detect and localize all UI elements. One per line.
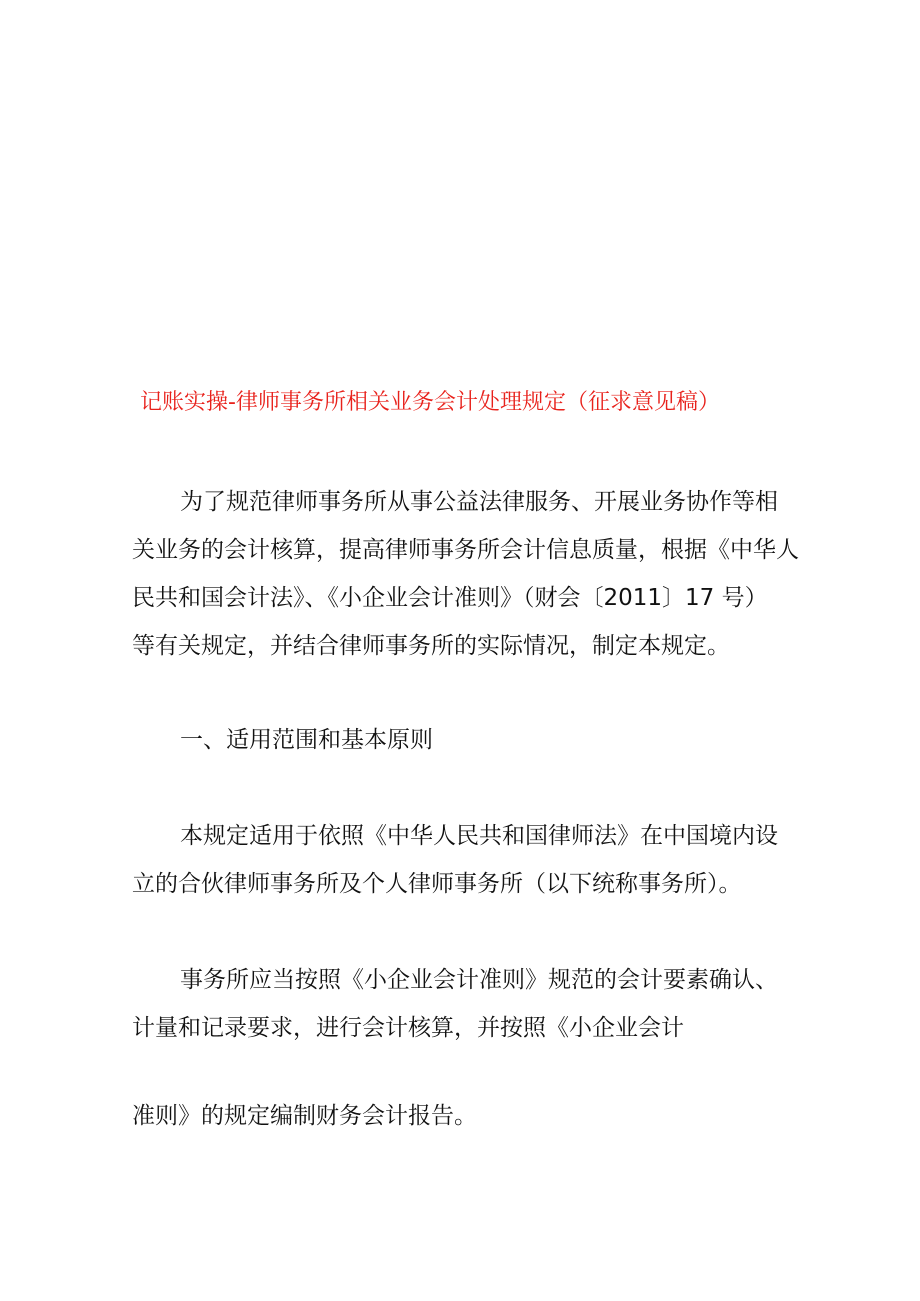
intro-line: 关业务的会计核算，提高律师事务所会计信息质量，根据《中华人	[132, 537, 799, 563]
intro-line: 等有关规定，并结合律师事务所的实际情况，制定本规定。	[132, 633, 730, 659]
basis-line: 事务所应当按照《小企业会计准则》规范的会计要素确认、	[180, 967, 778, 993]
document-title: 记账实操-律师事务所相关业务会计处理规定（征求意见稿）	[140, 390, 720, 415]
section-heading	[132, 716, 802, 764]
scope-paragraph	[132, 812, 802, 908]
intro-line: 民共和国会计法》、《小企业会计准则》（财会〔2011〕17 号）	[132, 585, 768, 611]
section-heading-text: 一、适用范围和基本原则	[180, 727, 433, 753]
scope-line: 本规定适用于依照《中华人民共和国律师法》在中国境内设	[180, 823, 778, 849]
intro-line: 为了规范律师事务所从事公益法律服务、开展业务协作等相	[180, 489, 778, 515]
basis-paragraph	[132, 956, 802, 1052]
basis-line: 计量和记录要求，进行会计核算，并按照《小企业会计	[132, 1015, 684, 1041]
intro-paragraph	[132, 478, 802, 670]
basis-paragraph-tail	[132, 1092, 802, 1140]
scope-line: 立的合伙律师事务所及个人律师事务所（以下统称事务所）。	[132, 871, 742, 897]
basis-tail-line: 准则》的规定编制财务会计报告。	[132, 1103, 477, 1129]
